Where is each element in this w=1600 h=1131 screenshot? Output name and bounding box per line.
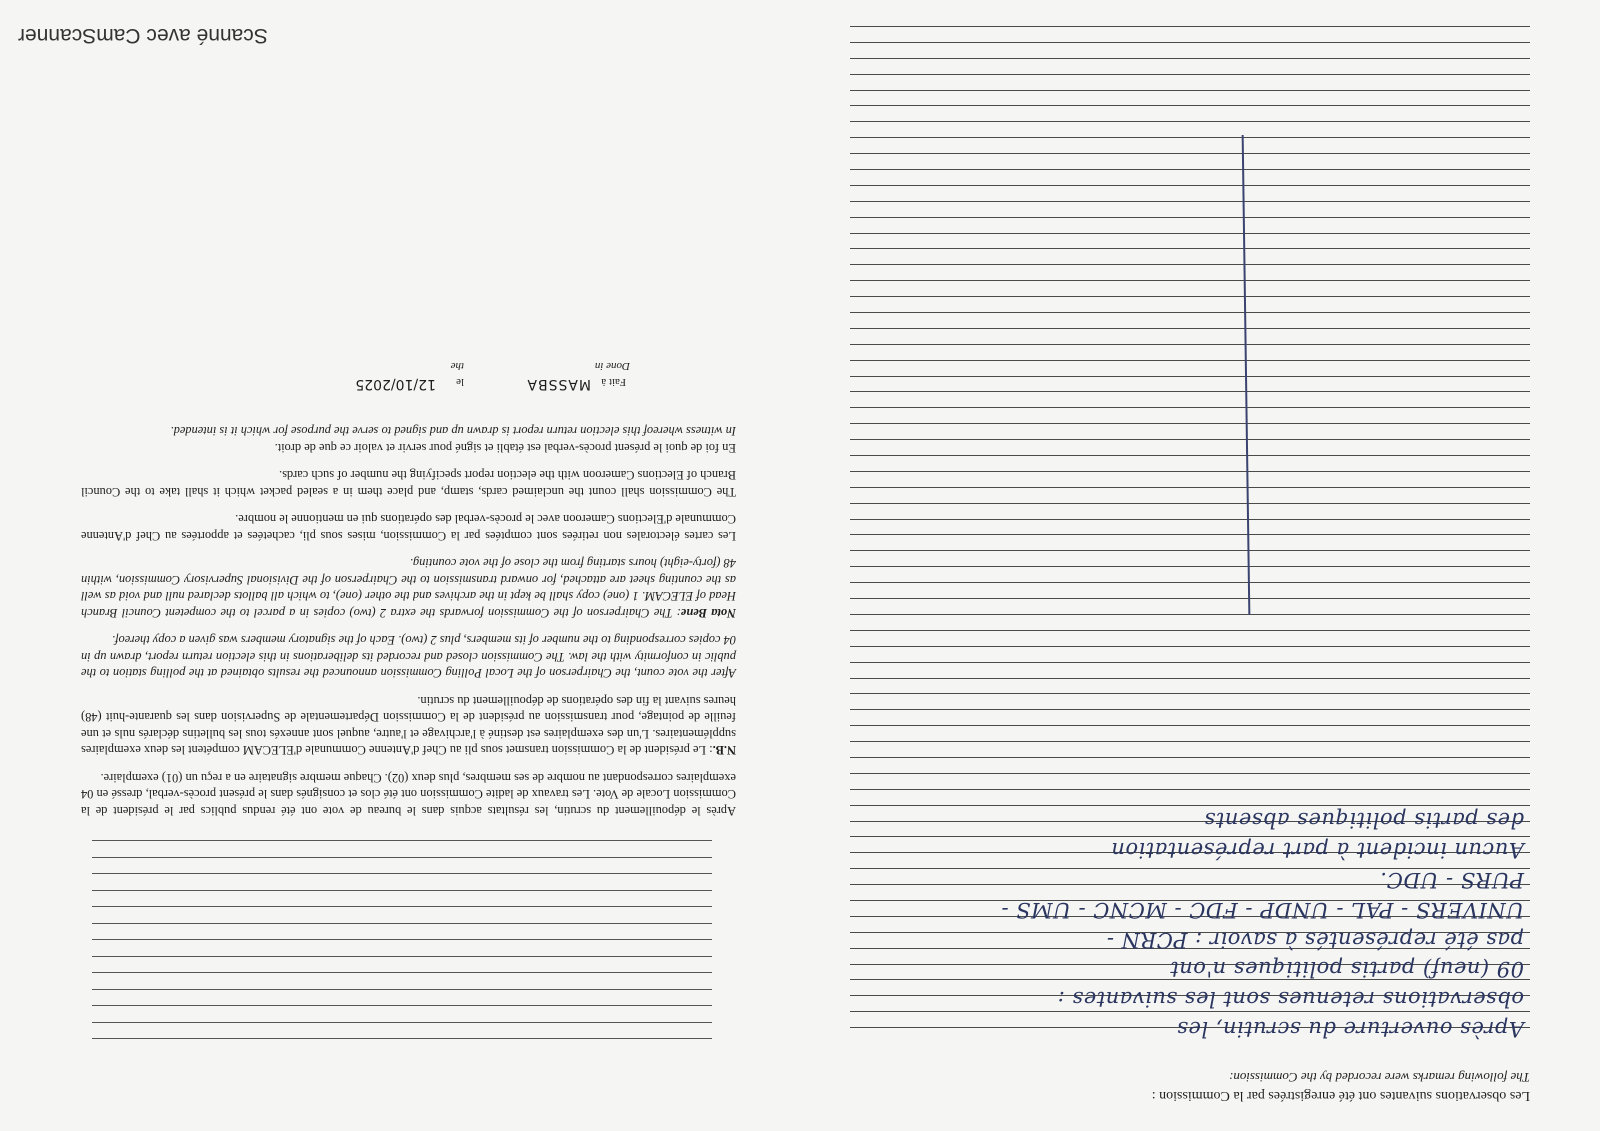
signature-row	[81, 360, 736, 412]
done-in-label: Done in	[594, 360, 630, 372]
paragraph-en-results: After the vote count, the Chairperson of the Local Polling Commission announced the results obtained at the polling station to the public in conformity with the law. The Commission closed and recorded its deliberations in this election return report, drawn up in 04 copies corresponding to the number of its members, plus 2 (two). Each of the signatory members was given a copy thereof.	[81, 633, 736, 681]
handwritten-line: observations retenues sont les suivantes :	[1057, 987, 1524, 1012]
handwritten-line: PURS - UDC.	[1379, 868, 1524, 893]
nb-label: N.B.	[712, 743, 736, 758]
paragraph-nota-bene	[81, 555, 736, 621]
nota-bene-text: : The Chairperson of the Commission forwards the extra 2 (two) copies in a parcel to the competent Council Branch Head of ELECAM. 1 (one) copy shall be kept in the archives and the other (one), to which all ballots declared null and void as well as the counting sheet are attached, for onward transmission to the Chairperson of the Divisional Supervisory Commission, within 48 (forty-eight) hours starting from the close of the vote counting.	[81, 556, 736, 620]
observations-page	[850, 53, 1530, 1103]
handwritten-line: Aucun incident à part représentation	[1110, 838, 1524, 863]
paragraph-nb	[81, 693, 736, 759]
handwritten-line: UNIVERS - PAL - UNDP - FDC - MCNC - UMS -	[1001, 897, 1524, 922]
paragraph-en-witness: In witness whereof this election return report is drawn up and signed to serve the purpose for which it is intended.	[170, 424, 736, 439]
handwritten-line: 09 (neuf) partis politiques n'ont	[1169, 957, 1524, 982]
paragraph-fr-witness: En foi de quoi le présent procès-verbal est établi et signé pour servir et valoir ce que de droit.	[274, 441, 736, 455]
date-value: 12/10/2025	[355, 376, 436, 392]
camscanner-watermark: Scanné avec CamScanner	[18, 24, 268, 47]
place-value: MASSBA	[526, 376, 591, 392]
paragraph-en-cards: The Commission shall count the unclaimed cards, stamp, and place them in a sealed packet which it shall take to the Council Branch of Elections Cameroon with the election report specifying the number of such cards.	[81, 468, 736, 499]
handwritten-line: Après ouverture du scrutin, les	[1176, 1017, 1524, 1041]
paragraph-fr-cards: Les cartes électorales non retirées sont comptées par la Commission, mises sous pli, cachetées et apportées au Chef d'Antenne Communale d'Elections Cameroon avec le procès-verbal des opérations qui en mentionne le nombre.	[81, 512, 736, 543]
observations-title-fr: Les observations suivantes ont été enregistrées par la Commission :	[1151, 1088, 1530, 1103]
handwritten-remarks	[854, 805, 1524, 1043]
handwritten-line: des partis politiques absents	[1204, 808, 1524, 833]
observations-title-en: The following remarks were recorded by the Commission:	[1228, 1070, 1530, 1085]
nb-text: : Le président de la Commission transmet sous pli au Chef d'Antenne Communale d'ELECAM compétent les deux exemplaires supplémentaires. L'un des exemplaires est destiné à l'archivage et l'autre, auquel sont annexés tous les bulletins déclarés nuls et une feuille de pointage, pour transmission au président de la Commission Départementale de Supervision dans les quarante-huit (48) heures suivant la fin des opérations de dépouillement du scrutin.	[81, 694, 736, 758]
procedure-page	[81, 360, 736, 819]
fait-a-label: Fait à	[601, 376, 626, 388]
blank-ruled-lines	[92, 841, 712, 1056]
the-label: the	[450, 360, 464, 372]
handwritten-line: pas été représentés à savoir : PCRN -	[1106, 927, 1524, 952]
le-label: le	[456, 376, 464, 388]
nota-bene-label: Nota Bene	[680, 606, 736, 620]
paragraph-fr-results: Après le dépouillement du scrutin, les résultats acquis dans le bureau de vote ont été rendus publics par le président de la Commission Locale de Vote. Les travaux de ladite Commission ont été clos et consignés dans le présent procès-verbal, dressé en 04 exemplaires correspondant au nombre de ses membres, plus deux (02). Chaque membre signataire en a reçu un (01) exemplaire.	[81, 771, 736, 818]
